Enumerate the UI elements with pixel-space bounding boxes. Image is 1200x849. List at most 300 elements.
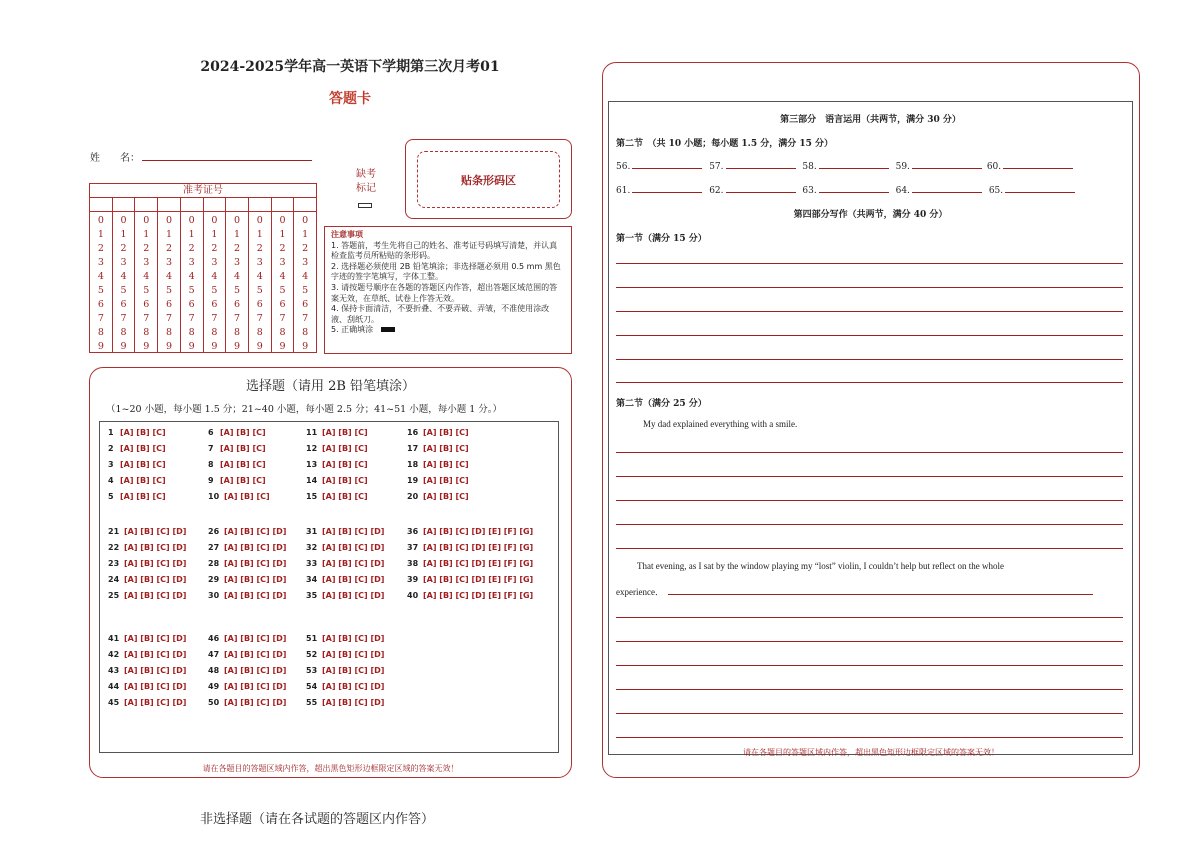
question-number: 12 xyxy=(306,444,318,453)
option-bubbles[interactable]: [A] [B] [C] [D] xyxy=(124,682,187,691)
option-bubbles[interactable]: [A] [B] [C] xyxy=(322,428,368,437)
question-55[interactable] xyxy=(306,698,384,707)
question-31[interactable] xyxy=(306,527,384,536)
question-number: 19 xyxy=(407,476,419,485)
digit-bubble[interactable]: 8 xyxy=(188,327,195,338)
digit-bubble[interactable]: 5 xyxy=(165,285,172,296)
question-47[interactable] xyxy=(208,650,286,659)
question-2[interactable] xyxy=(108,444,166,453)
note-item: 2. 选择题必须使用 2B 铅笔填涂；非选择题必须用 0.5 mm 黑色字迹的签字笔填写，字体工整。 xyxy=(331,261,561,282)
question-36[interactable] xyxy=(407,527,533,536)
digit-bubble[interactable]: 5 xyxy=(97,285,104,296)
question-number: 44 xyxy=(108,682,120,691)
question-10[interactable] xyxy=(208,492,270,501)
digit-bubble[interactable]: 7 xyxy=(279,313,286,324)
writing1-line[interactable] xyxy=(616,382,1123,383)
digit-bubble[interactable]: 0 xyxy=(211,215,218,226)
digit-bubble[interactable]: 8 xyxy=(234,327,241,338)
digit-bubble[interactable]: 6 xyxy=(256,299,263,310)
exam-id-column xyxy=(158,212,181,352)
digit-bubble[interactable]: 5 xyxy=(188,285,195,296)
digit-bubble[interactable]: 1 xyxy=(279,229,286,240)
writing2-line[interactable] xyxy=(616,737,1123,738)
option-bubbles[interactable]: [A] [B] [C] [D] xyxy=(224,634,287,643)
option-bubbles[interactable]: [A] [B] [C] xyxy=(220,428,266,437)
digit-bubble[interactable]: 9 xyxy=(279,341,286,352)
question-number: 24 xyxy=(108,575,120,584)
option-bubbles[interactable]: [A] [B] [C] xyxy=(322,444,368,453)
digit-bubble[interactable]: 7 xyxy=(234,313,241,324)
exam-id-column xyxy=(135,212,158,352)
digit-bubble[interactable]: 2 xyxy=(234,243,241,254)
digit-bubble[interactable]: 1 xyxy=(97,229,104,240)
option-bubbles[interactable]: [A] [B] [C] [D] xyxy=(322,575,385,584)
digit-bubble[interactable]: 4 xyxy=(143,271,150,282)
question-number: 9 xyxy=(208,476,214,485)
option-bubbles[interactable]: [A] [B] [C] [D] xyxy=(224,543,287,552)
question-48[interactable] xyxy=(208,666,286,675)
question-number: 35 xyxy=(306,591,318,600)
note-item: 1. 答题前，考生先将自己的姓名、准考证号码填写清楚，并认真检查监考员所粘贴的条形码。 xyxy=(331,240,558,261)
digit-bubble[interactable]: 1 xyxy=(143,229,150,240)
writing2-line[interactable] xyxy=(616,689,1123,690)
question-number: 46 xyxy=(208,634,220,643)
question-41[interactable] xyxy=(108,634,186,643)
question-22[interactable] xyxy=(108,543,186,552)
option-bubbles[interactable]: [A] [B] [C] [D] xyxy=(124,634,187,643)
digit-bubble[interactable]: 9 xyxy=(234,341,241,352)
digit-bubble[interactable]: 9 xyxy=(302,341,309,352)
question-number: 42 xyxy=(108,650,120,659)
question-number: 41 xyxy=(108,634,120,643)
question-44[interactable] xyxy=(108,682,186,691)
missing-exam-checkbox[interactable] xyxy=(358,203,372,208)
notes-box xyxy=(324,226,572,354)
option-bubbles[interactable]: [A] [B] [C] [D] xyxy=(124,543,187,552)
digit-bubble[interactable]: 6 xyxy=(279,299,286,310)
option-bubbles[interactable]: [A] [B] [C] [D] xyxy=(322,634,385,643)
option-bubbles[interactable]: [A] [B] [C] [D] xyxy=(124,527,187,536)
question-7[interactable] xyxy=(208,444,266,453)
option-bubbles[interactable]: [A] [B] [C] [D] xyxy=(224,698,287,707)
question-43[interactable] xyxy=(108,666,186,675)
digit-bubble[interactable]: 7 xyxy=(120,313,127,324)
option-bubbles[interactable]: [A] [B] [C] [D] xyxy=(322,666,385,675)
question-19[interactable] xyxy=(407,476,469,485)
filled-bubble-icon xyxy=(381,327,395,332)
non-choice-title: 非选择题（请在各试题的答题区内作答） xyxy=(200,812,435,827)
question-16[interactable] xyxy=(407,428,469,437)
digit-bubble[interactable]: 0 xyxy=(143,215,150,226)
question-20[interactable] xyxy=(407,492,469,501)
digit-bubble[interactable]: 5 xyxy=(211,285,218,296)
digit-bubble[interactable]: 1 xyxy=(165,229,172,240)
exam-title: 2024-2025学年高一英语下学期第三次月考01 xyxy=(200,59,500,75)
digit-bubble[interactable]: 7 xyxy=(188,313,195,324)
digit-bubble[interactable]: 8 xyxy=(165,327,172,338)
digit-bubble[interactable]: 2 xyxy=(120,243,127,254)
digit-bubble[interactable]: 5 xyxy=(279,285,286,296)
question-number: 38 xyxy=(407,559,419,568)
question-number: 43 xyxy=(108,666,120,675)
digit-bubble[interactable]: 7 xyxy=(256,313,263,324)
writing2-first-line[interactable] xyxy=(668,594,1093,595)
exam-id-write-cell[interactable] xyxy=(272,198,295,211)
writing2-line[interactable] xyxy=(616,617,1123,618)
digit-bubble[interactable]: 2 xyxy=(188,243,195,254)
option-bubbles[interactable]: [A] [B] [C] [D] xyxy=(224,666,287,675)
option-bubbles[interactable]: [A] [B] [C] [D] [E] [F] [G] xyxy=(423,575,534,584)
exam-id-grid xyxy=(89,183,317,353)
option-bubbles[interactable]: [A] [B] [C] [D] xyxy=(124,698,187,707)
digit-bubble[interactable]: 4 xyxy=(302,271,309,282)
option-bubbles[interactable]: [A] [B] [C] xyxy=(220,476,266,485)
digit-bubble[interactable]: 4 xyxy=(211,271,218,282)
option-bubbles[interactable]: [A] [B] [C] [D] xyxy=(322,559,385,568)
question-23[interactable] xyxy=(108,559,186,568)
digit-bubble[interactable]: 4 xyxy=(279,271,286,282)
question-24[interactable] xyxy=(108,575,186,584)
digit-bubble[interactable]: 0 xyxy=(279,215,286,226)
digit-bubble[interactable]: 4 xyxy=(97,271,104,282)
option-bubbles[interactable]: [A] [B] [C] xyxy=(322,476,368,485)
digit-bubble[interactable]: 5 xyxy=(120,285,127,296)
question-15[interactable] xyxy=(306,492,368,501)
writing1-line[interactable] xyxy=(616,359,1123,360)
option-bubbles[interactable]: [A] [B] [C] xyxy=(120,428,166,437)
exam-id-write-cell[interactable] xyxy=(113,198,136,211)
question-27[interactable] xyxy=(208,543,286,552)
part3-section2-title: 第二节 （共 10 小题；每小题 1.5 分，满分 15 分） xyxy=(616,139,834,149)
question-8[interactable] xyxy=(208,460,266,469)
question-42[interactable] xyxy=(108,650,186,659)
question-17[interactable] xyxy=(407,444,469,453)
question-33[interactable] xyxy=(306,559,384,568)
option-bubbles[interactable]: [A] [B] [C] [D] xyxy=(322,650,385,659)
digit-bubble[interactable]: 6 xyxy=(302,299,309,310)
digit-bubble[interactable]: 6 xyxy=(165,299,172,310)
exam-id-write-cell[interactable] xyxy=(181,198,204,211)
writing2-line[interactable] xyxy=(616,641,1123,642)
choice-answer-area xyxy=(99,421,559,753)
question-number: 3 xyxy=(108,460,114,469)
option-bubbles[interactable]: [A] [B] [C] [D] xyxy=(124,591,187,600)
digit-bubble[interactable]: 6 xyxy=(143,299,150,310)
exam-id-write-cell[interactable] xyxy=(249,198,272,211)
choice-warning: 请在各题目的答题区域内作答，超出黑色矩形边框限定区域的答案无效！ xyxy=(202,764,459,773)
digit-bubble[interactable]: 4 xyxy=(165,271,172,282)
question-18[interactable] xyxy=(407,460,469,469)
question-number: 20 xyxy=(407,492,419,501)
question-number: 21 xyxy=(108,527,120,536)
question-number: 37 xyxy=(407,543,419,552)
digit-bubble[interactable]: 3 xyxy=(279,257,286,268)
digit-bubble[interactable]: 0 xyxy=(234,215,241,226)
digit-bubble[interactable]: 6 xyxy=(97,299,104,310)
question-number: 47 xyxy=(208,650,220,659)
digit-bubble[interactable]: 9 xyxy=(97,341,104,352)
question-4[interactable] xyxy=(108,476,166,485)
option-bubbles[interactable]: [A] [B] [C] [D] [E] [F] [G] xyxy=(423,527,534,536)
digit-bubble[interactable]: 6 xyxy=(120,299,127,310)
answer-card-title: 答题卡 xyxy=(329,91,371,107)
exam-id-write-cell[interactable] xyxy=(226,198,249,211)
writing2-line[interactable] xyxy=(616,476,1123,477)
writing1-line[interactable] xyxy=(616,287,1123,288)
writing2-line[interactable] xyxy=(616,500,1123,501)
digit-bubble[interactable]: 8 xyxy=(97,327,104,338)
name-label: 姓 名： xyxy=(90,153,140,164)
digit-bubble[interactable]: 3 xyxy=(143,257,150,268)
name-field[interactable] xyxy=(142,160,312,161)
digit-bubble[interactable]: 3 xyxy=(234,257,241,268)
digit-bubble[interactable]: 3 xyxy=(302,257,309,268)
note-item: 3. 请按题号顺序在各题的答题区内作答，超出答题区域范围的答案无效，在草纸、试卷上作答无效。 xyxy=(331,282,558,303)
question-number: 34 xyxy=(306,575,318,584)
question-number: 54 xyxy=(306,682,318,691)
digit-bubble[interactable]: 5 xyxy=(143,285,150,296)
digit-bubble[interactable]: 0 xyxy=(97,215,104,226)
question-3[interactable] xyxy=(108,460,166,469)
question-6[interactable] xyxy=(208,428,266,437)
question-number: 23 xyxy=(108,559,120,568)
question-number: 32 xyxy=(306,543,318,552)
choice-section-title: 选择题（请用 2B 铅笔填涂） xyxy=(245,379,416,394)
digit-bubble[interactable]: 4 xyxy=(256,271,263,282)
digit-bubble[interactable]: 9 xyxy=(165,341,172,352)
exam-id-write-cell[interactable] xyxy=(204,198,227,211)
digit-bubble[interactable]: 3 xyxy=(97,257,104,268)
digit-bubble[interactable]: 0 xyxy=(165,215,172,226)
digit-bubble[interactable]: 0 xyxy=(256,215,263,226)
writing2-line[interactable] xyxy=(616,713,1123,714)
question-34[interactable] xyxy=(306,575,384,584)
digit-bubble[interactable]: 5 xyxy=(256,285,263,296)
option-bubbles[interactable]: [A] [B] [C] xyxy=(120,492,166,501)
option-bubbles[interactable]: [A] [B] [C] xyxy=(423,444,469,453)
option-bubbles[interactable]: [A] [B] [C] xyxy=(220,444,266,453)
question-number: 33 xyxy=(306,559,318,568)
option-bubbles[interactable]: [A] [B] [C] xyxy=(224,492,270,501)
question-29[interactable] xyxy=(208,575,286,584)
digit-bubble[interactable]: 6 xyxy=(211,299,218,310)
option-bubbles[interactable]: [A] [B] [C] [D] xyxy=(224,591,287,600)
option-bubbles[interactable]: [A] [B] [C] xyxy=(220,460,266,469)
question-50[interactable] xyxy=(208,698,286,707)
digit-bubble[interactable]: 2 xyxy=(143,243,150,254)
question-49[interactable] xyxy=(208,682,286,691)
option-bubbles[interactable]: [A] [B] [C] xyxy=(423,460,469,469)
question-number: 2 xyxy=(108,444,114,453)
writing2-line[interactable] xyxy=(616,665,1123,666)
option-bubbles[interactable]: [A] [B] [C] xyxy=(322,492,368,501)
digit-bubble[interactable]: 7 xyxy=(143,313,150,324)
option-bubbles[interactable]: [A] [B] [C] [D] [E] [F] [G] xyxy=(423,591,534,600)
digit-bubble[interactable]: 8 xyxy=(120,327,127,338)
exam-id-bubbles[interactable] xyxy=(90,212,316,352)
question-9[interactable] xyxy=(208,476,266,485)
digit-bubble[interactable]: 0 xyxy=(120,215,127,226)
digit-bubble[interactable]: 5 xyxy=(302,285,309,296)
question-39[interactable] xyxy=(407,575,533,584)
option-bubbles[interactable]: [A] [B] [C] [D] xyxy=(224,650,287,659)
question-38[interactable] xyxy=(407,559,533,568)
writing2-line[interactable] xyxy=(616,548,1123,549)
option-bubbles[interactable]: [A] [B] [C] [D] xyxy=(124,575,187,584)
digit-bubble[interactable]: 1 xyxy=(256,229,263,240)
digit-bubble[interactable]: 3 xyxy=(120,257,127,268)
writing2-line[interactable] xyxy=(616,452,1123,453)
question-5[interactable] xyxy=(108,492,166,501)
question-25[interactable] xyxy=(108,591,186,600)
option-bubbles[interactable]: [A] [B] [C] xyxy=(120,460,166,469)
option-bubbles[interactable]: [A] [B] [C] [D] xyxy=(224,682,287,691)
exam-id-write-cell[interactable] xyxy=(158,198,181,211)
notes-title: 注意事项 xyxy=(331,230,363,239)
question-number: 13 xyxy=(306,460,318,469)
option-bubbles[interactable]: [A] [B] [C] [D] xyxy=(322,591,385,600)
option-bubbles[interactable]: [A] [B] [C] [D] [E] [F] [G] xyxy=(423,559,534,568)
option-bubbles[interactable]: [A] [B] [C] [D] xyxy=(322,682,385,691)
digit-bubble[interactable]: 9 xyxy=(188,341,195,352)
question-number: 17 xyxy=(407,444,419,453)
question-28[interactable] xyxy=(208,559,286,568)
writing1-line[interactable] xyxy=(616,311,1123,312)
fill-row-1[interactable]: 56. 57. 58. 59. 60. xyxy=(616,160,1073,172)
question-number: 51 xyxy=(306,634,318,643)
question-45[interactable] xyxy=(108,698,186,707)
digit-bubble[interactable]: 1 xyxy=(211,229,218,240)
question-35[interactable] xyxy=(306,591,384,600)
digit-bubble[interactable]: 7 xyxy=(97,313,104,324)
option-bubbles[interactable]: [A] [B] [C] xyxy=(423,492,469,501)
writing1-title: 第一节（满分 15 分） xyxy=(616,234,707,244)
option-bubbles[interactable]: [A] [B] [C] [D] [E] [F] [G] xyxy=(423,543,534,552)
question-26[interactable] xyxy=(208,527,286,536)
question-32[interactable] xyxy=(306,543,384,552)
digit-bubble[interactable]: 6 xyxy=(188,299,195,310)
digit-bubble[interactable]: 8 xyxy=(143,327,150,338)
digit-bubble[interactable]: 2 xyxy=(211,243,218,254)
writing2-line[interactable] xyxy=(616,524,1123,525)
digit-bubble[interactable]: 9 xyxy=(256,341,263,352)
option-bubbles[interactable]: [A] [B] [C] xyxy=(322,460,368,469)
question-number: 10 xyxy=(208,492,220,501)
question-21[interactable] xyxy=(108,527,186,536)
option-bubbles[interactable]: [A] [B] [C] [D] xyxy=(322,543,385,552)
question-14[interactable] xyxy=(306,476,368,485)
digit-bubble[interactable]: 8 xyxy=(302,327,309,338)
option-bubbles[interactable]: [A] [B] [C] xyxy=(120,476,166,485)
question-40[interactable] xyxy=(407,591,533,600)
digit-bubble[interactable]: 4 xyxy=(234,271,241,282)
exam-id-column xyxy=(226,212,249,352)
option-bubbles[interactable]: [A] [B] [C] [D] xyxy=(224,527,287,536)
digit-bubble[interactable]: 3 xyxy=(211,257,218,268)
digit-bubble[interactable]: 3 xyxy=(188,257,195,268)
digit-bubble[interactable]: 1 xyxy=(234,229,241,240)
question-53[interactable] xyxy=(306,666,384,675)
exam-id-column xyxy=(272,212,295,352)
option-bubbles[interactable]: [A] [B] [C] xyxy=(423,476,469,485)
digit-bubble[interactable]: 8 xyxy=(256,327,263,338)
choice-scoring-note: （1~20 小题，每小题 1.5 分；21~40 小题，每小题 2.5 分；41~51 小题，每小题 1 分。） xyxy=(106,404,503,415)
question-52[interactable] xyxy=(306,650,384,659)
option-bubbles[interactable]: [A] [B] [C] [D] xyxy=(124,650,187,659)
fill-row-2[interactable]: 61. 62. 63. 64. 65. xyxy=(616,184,1075,196)
digit-bubble[interactable]: 2 xyxy=(97,243,104,254)
option-bubbles[interactable]: [A] [B] [C] [D] xyxy=(124,666,187,675)
digit-bubble[interactable]: 3 xyxy=(256,257,263,268)
digit-bubble[interactable]: 2 xyxy=(279,243,286,254)
question-51[interactable] xyxy=(306,634,384,643)
question-46[interactable] xyxy=(208,634,286,643)
digit-bubble[interactable]: 4 xyxy=(188,271,195,282)
digit-bubble[interactable]: 2 xyxy=(302,243,309,254)
exam-id-write-cell[interactable] xyxy=(90,198,113,211)
question-54[interactable] xyxy=(306,682,384,691)
exam-id-write-row[interactable] xyxy=(90,198,316,212)
digit-bubble[interactable]: 2 xyxy=(165,243,172,254)
option-bubbles[interactable]: [A] [B] [C] [D] xyxy=(124,559,187,568)
exam-id-column xyxy=(181,212,204,352)
question-11[interactable] xyxy=(306,428,368,437)
question-30[interactable] xyxy=(208,591,286,600)
barcode-area: 贴条形码区 xyxy=(417,151,560,208)
digit-bubble[interactable]: 1 xyxy=(120,229,127,240)
question-1[interactable] xyxy=(108,428,166,437)
digit-bubble[interactable]: 5 xyxy=(234,285,241,296)
option-bubbles[interactable]: [A] [B] [C] xyxy=(120,444,166,453)
digit-bubble[interactable]: 2 xyxy=(256,243,263,254)
digit-bubble[interactable]: 1 xyxy=(188,229,195,240)
digit-bubble[interactable]: 8 xyxy=(279,327,286,338)
writing2-prompt2-end: experience． xyxy=(616,587,664,597)
digit-bubble[interactable]: 9 xyxy=(211,341,218,352)
digit-bubble[interactable]: 9 xyxy=(143,341,150,352)
writing1-line[interactable] xyxy=(616,263,1123,264)
question-12[interactable] xyxy=(306,444,368,453)
exam-id-write-cell[interactable] xyxy=(135,198,158,211)
option-bubbles[interactable]: [A] [B] [C] [D] xyxy=(224,559,287,568)
option-bubbles[interactable]: [A] [B] [C] xyxy=(423,428,469,437)
digit-bubble[interactable]: 7 xyxy=(211,313,218,324)
writing1-line[interactable] xyxy=(616,335,1123,336)
option-bubbles[interactable]: [A] [B] [C] [D] xyxy=(224,575,287,584)
digit-bubble[interactable]: 7 xyxy=(302,313,309,324)
option-bubbles[interactable]: [A] [B] [C] [D] xyxy=(322,698,385,707)
option-bubbles[interactable]: [A] [B] [C] [D] xyxy=(322,527,385,536)
digit-bubble[interactable]: 0 xyxy=(188,215,195,226)
question-13[interactable] xyxy=(306,460,368,469)
digit-bubble[interactable]: 7 xyxy=(165,313,172,324)
digit-bubble[interactable]: 3 xyxy=(165,257,172,268)
question-number: 8 xyxy=(208,460,214,469)
missing-exam-label: 缺考 标记 xyxy=(356,169,376,194)
exam-id-write-cell[interactable] xyxy=(294,198,316,211)
digit-bubble[interactable]: 0 xyxy=(302,215,309,226)
writing2-prompt: My dad explained everything with a smile. xyxy=(643,419,798,429)
question-number: 31 xyxy=(306,527,318,536)
digit-bubble[interactable]: 4 xyxy=(120,271,127,282)
digit-bubble[interactable]: 9 xyxy=(120,341,127,352)
question-number: 52 xyxy=(306,650,318,659)
digit-bubble[interactable]: 1 xyxy=(302,229,309,240)
digit-bubble[interactable]: 8 xyxy=(211,327,218,338)
question-37[interactable] xyxy=(407,543,533,552)
digit-bubble[interactable]: 6 xyxy=(234,299,241,310)
writing2-prompt2: That evening, as I sat by the window playing my “lost” violin, I couldn’t help but reflect on the whole xyxy=(637,561,1005,571)
